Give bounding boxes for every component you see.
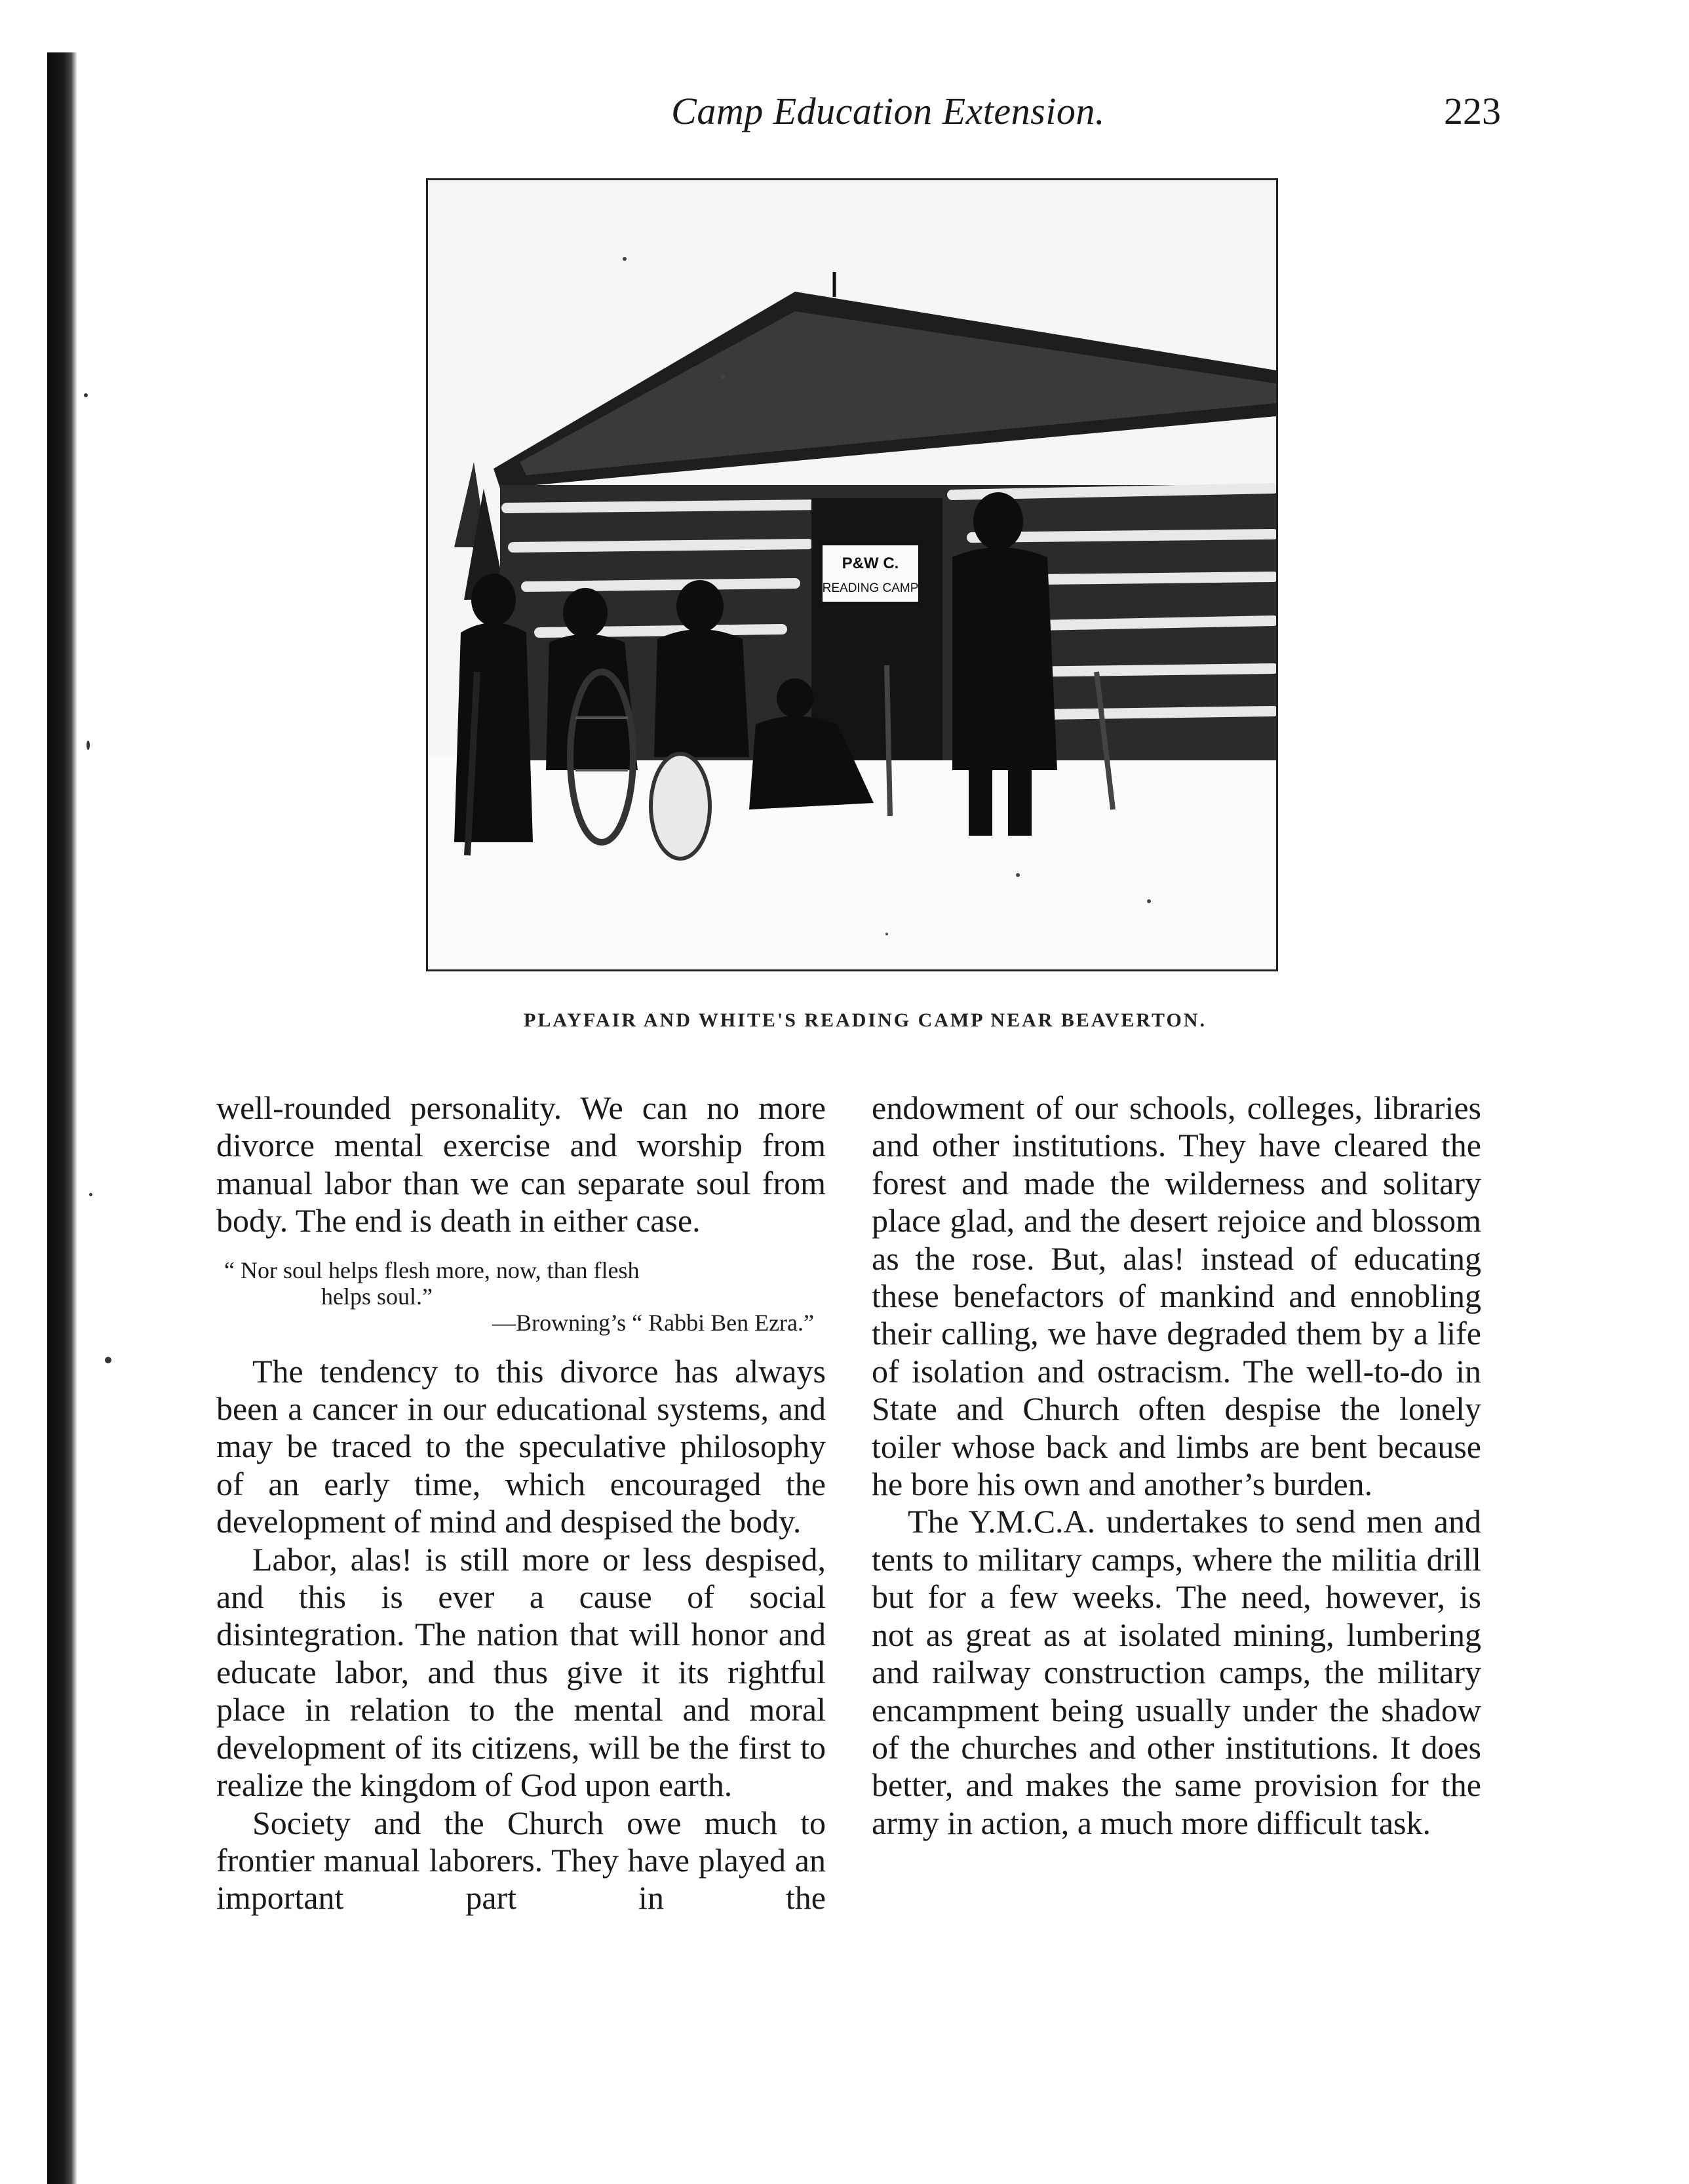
page-number: 223 <box>1444 90 1501 132</box>
running-title: Camp Education Extension. <box>671 90 1105 132</box>
quote-line: helps soul.” <box>321 1283 433 1310</box>
reading-camp-photograph <box>426 178 1278 971</box>
body-paragraph: well-rounded personality. We can no more divorce mental exercise and worship from manual labor than we can separate soul from body. The end is death in either case. <box>216 1089 826 1239</box>
left-text-column <box>216 1089 826 1917</box>
sign-text-line1: P&W C. <box>842 555 899 572</box>
binding-speck <box>87 741 90 750</box>
body-paragraph: endowment of our schools, colleges, libraries and other institutions. They have cleared the forest and made the wilderness and solitary place glad, and the desert rejoice and blossom as the rose. But, alas! instead of educating these benefactors of mankind and ennobling their calling, we have degraded them by a life of isolation and ostracism. The well-to-do in State and Church often despise the lonely toiler whose back and limbs are bent because he bore his own and another’s burden. <box>872 1089 1481 1503</box>
page-binding-edge <box>47 52 77 2184</box>
body-paragraph: The Y.M.C.A. undertakes to send men and tents to military camps, where the militia drill but for a few weeks. The need, however, is not as great as at isolated mining, lumbering and railway construction camps, the military encampment being usually under the shadow of the churches and other institutions. It does better, and makes the same provision for the army in action, a much more difficult task. <box>872 1503 1481 1841</box>
binding-speck <box>105 1357 111 1363</box>
body-paragraph: Society and the Church owe much to frontier manual laborers. They have played an important part in the <box>216 1804 826 1917</box>
reading-camp-illustration <box>428 180 1276 969</box>
body-paragraph: The tendency to this divorce has always been a cancer in our educational systems, and may be traced to the speculative philosophy of an early time, which encouraged the development of mind and despised the body. <box>216 1352 826 1540</box>
figure-caption: PLAYFAIR AND WHITE'S READING CAMP NEAR BEAVERTON. <box>524 1009 1207 1031</box>
binding-speck <box>89 1193 92 1196</box>
verse-quotation <box>216 1257 826 1336</box>
sign-text-line2: READING CAMP <box>822 581 919 595</box>
quote-line: “ Nor soul helps flesh more, now, than flesh <box>224 1257 640 1283</box>
right-text-column <box>872 1089 1481 1842</box>
quote-attribution: —Browning’s “ Rabbi Ben Ezra.” <box>492 1309 814 1336</box>
body-paragraph: Labor, alas! is still more or less despised, and this is ever a cause of social disintegration. The nation that will honor and educate labor, and thus give it its rightful place in relation to the mental and moral development of its citizens, will be the first to realize the kingdom of God upon earth. <box>216 1540 826 1804</box>
binding-speck <box>84 393 88 397</box>
